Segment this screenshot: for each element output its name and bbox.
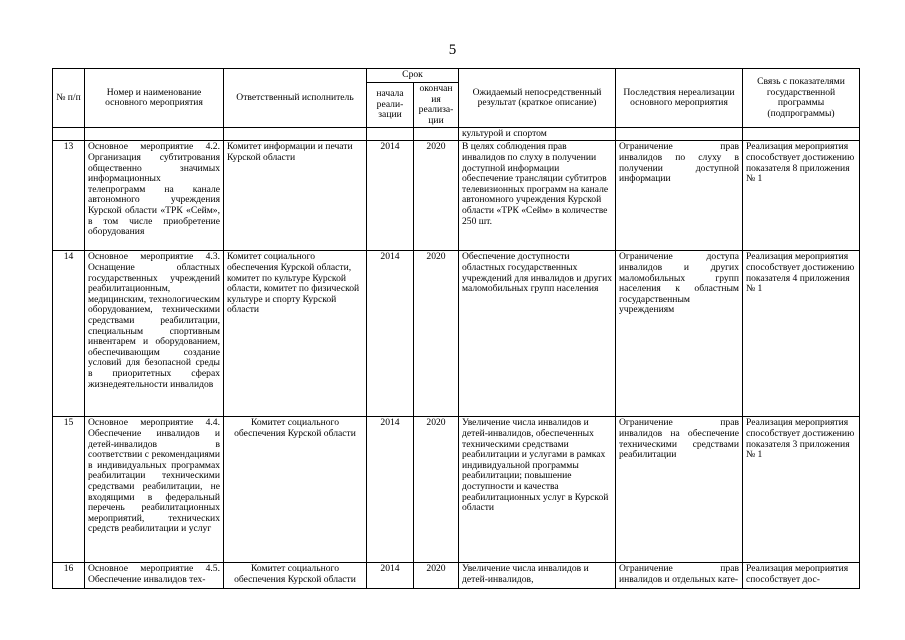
row-num: 14: [53, 251, 85, 417]
row-end: 2020: [414, 563, 459, 589]
row-link: Реализация мероприятия способствует дос-: [743, 563, 860, 589]
row-result: Обеспечение доступности областных государственных учреждений для инвалидов и других маломобильных групп населения: [459, 251, 616, 417]
row-name: Основное мероприятие 4.5. Обеспечение инвалидов тех-: [85, 563, 224, 589]
row-num: 15: [53, 417, 85, 563]
row-link: Реализация мероприятия способствует достижению показателя 4 приложения № 1: [743, 251, 860, 417]
table-row: [53, 563, 860, 589]
row-start: 2014: [367, 563, 414, 589]
row-executor: Комитет информации и печати Курской области: [224, 141, 367, 251]
row-end: 2020: [414, 141, 459, 251]
header-term: Срок: [367, 69, 459, 83]
row-result: Увеличение числа инвалидов и детей-инвалидов,: [459, 563, 616, 589]
continuation-row: [53, 128, 860, 141]
header-result: Ожидаемый непосредственный результат (краткое описание): [459, 69, 616, 128]
row-num: 13: [53, 141, 85, 251]
table-row: [53, 251, 860, 417]
header-consequences: Последствия нереализации основного мероприятия: [616, 69, 743, 128]
row-executor: Комитет социального обеспечения Курской области, комитет по культуре Курской области, комитет по физической культуре и спорту Курской области: [224, 251, 367, 417]
row-link: Реализация мероприятия способствует достижению показателя 3 приложения № 1: [743, 417, 860, 563]
row-start: 2014: [367, 141, 414, 251]
row-consequences: Ограничение прав инвалидов по слуху в получении доступной информации: [616, 141, 743, 251]
row-start: 2014: [367, 251, 414, 417]
row-name: Основное мероприятие 4.2. Организация субтитрования общественно значимых информационных телепрограмм на канале автономного учреждения Курской области «ТРК «Сейм», в том числе приобретение оборудования: [85, 141, 224, 251]
row-result: Увеличение числа инвалидов и детей-инвалидов, обеспеченных техническими средствами реабилитации и услугами в рамках индивидуальной программы реабилитации; повышение доступности и качества реабилитационных услуг в Курской области: [459, 417, 616, 563]
table-row: [53, 141, 860, 251]
header-num: № п/п: [53, 69, 85, 128]
header-end: окончания реализа-ции: [414, 83, 459, 128]
header-name: Номер и наименование основного мероприятия: [85, 69, 224, 128]
row-consequences: Ограничение прав инвалидов на обеспечение техническими средствами реабилитации: [616, 417, 743, 563]
row-end: 2020: [414, 417, 459, 563]
measures-table: [52, 68, 860, 589]
row-executor: Комитет социального обеспечения Курской области: [224, 417, 367, 563]
row-end: 2020: [414, 251, 459, 417]
header-link: Связь с показателями государственной программы (подпрограммы): [743, 69, 860, 128]
row-result: В целях соблюдения прав инвалидов по слуху в получении доступной информации обеспечение трансляции субтитров телевизионных программ на канале автономного учреждения Курской области «ТРК «Сейм» в количестве 250 шт.: [459, 141, 616, 251]
row-link: Реализация мероприятия способствует достижению показателя 8 приложения № 1: [743, 141, 860, 251]
row-start: 2014: [367, 417, 414, 563]
row-consequences: Ограничение доступа инвалидов и других маломобильных групп населения к областным государственным учреждениям: [616, 251, 743, 417]
row-num: 16: [53, 563, 85, 589]
row-name: Основное мероприятие 4.4. Обеспечение инвалидов и детей-инвалидов в соответствии с рекомендациями в индивидуальных программах реабилитации техническими средствами реабилитации, не входящими в федеральный перечень реабилитационных мероприятий, технических средств реабилитации и услуг: [85, 417, 224, 563]
row-consequences: Ограничение прав инвалидов и отдельных кате-: [616, 563, 743, 589]
continuation-text: культурой и спортом: [459, 128, 616, 141]
page-number: 5: [448, 42, 457, 58]
row-executor: Комитет социального обеспечения Курской области: [224, 563, 367, 589]
header-start: начала реали-зации: [367, 83, 414, 128]
row-name: Основное мероприятие 4.3. Оснащение областных государственных учреждений реабилитационным, медицинским, технологическим оборудованием, техническими средствами реабилитации, специальным спортивным инвентарем и оборудованием, обеспечивающим создание условий для безопасной среды в приоритетных сферах жизнедеятельности инвалидов: [85, 251, 224, 417]
table-row: [53, 417, 860, 563]
header-executor: Ответственный исполнитель: [224, 69, 367, 128]
